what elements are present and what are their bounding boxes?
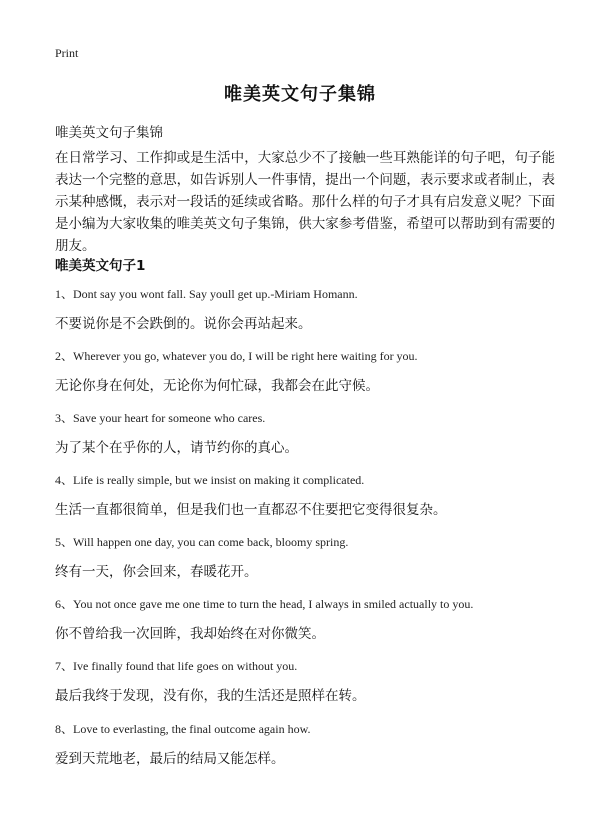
english-sentence: 6、You not once gave me one time to turn the head, I always in smiled actually to you. (55, 597, 474, 611)
section-heading: 唯美英文句子1 (55, 258, 146, 274)
print-label: Print (55, 46, 79, 60)
chinese-translation: 为了某个在乎你的人，请节约你的真心。 (55, 440, 298, 456)
list-item (55, 657, 555, 705)
chinese-translation: 不要说你是不会跌倒的。说你会再站起来。 (55, 316, 312, 332)
list-item (55, 595, 555, 643)
chinese-translation: 终有一天，你会回来，春暖花开。 (55, 564, 258, 580)
chinese-translation: 你不曾给我一次回眸，我却始终在对你微笑。 (55, 626, 325, 642)
subtitle: 唯美英文句子集锦 (55, 125, 163, 141)
english-sentence: 2、Wherever you go, whatever you do, I will be right here waiting for you. (55, 349, 418, 363)
list-item (55, 720, 555, 768)
list-item (55, 347, 555, 395)
chinese-translation: 最后我终于发现，没有你，我的生活还是照样在转。 (55, 688, 366, 704)
chinese-translation: 无论你身在何处，无论你为何忙碌，我都会在此守候。 (55, 378, 379, 394)
english-sentence: 8、Love to everlasting, the final outcome again how. (55, 722, 311, 736)
page-title: 唯美英文句子集锦 (224, 84, 376, 105)
english-sentence: 4、Life is really simple, but we insist on making it complicated. (55, 473, 365, 487)
chinese-translation: 爱到天荒地老，最后的结局又能怎样。 (55, 751, 285, 767)
intro-paragraph: 在日常学习、工作抑或是生活中，大家总少不了接触一些耳熟能详的句子吧，句子能表达一个完整的意思，如告诉别人一件事情，提出一个问题，表示要求或者制止，表示某种感慨，表示对一段话的延续或省略。那什么样的句子才具有启发意义呢？下面是小编为大家收集的唯美英文句子集锦，供大家参考借鉴，希望可以帮助到有需要的朋友。 (55, 150, 555, 254)
list-item (55, 533, 555, 581)
list-item (55, 285, 555, 333)
list-item (55, 409, 555, 457)
english-sentence: 7、Ive finally found that life goes on without you. (55, 659, 298, 673)
english-sentence: 3、Save your heart for someone who cares. (55, 411, 266, 425)
list-item (55, 471, 555, 519)
chinese-translation: 生活一直都很简单，但是我们也一直都忍不住要把它变得很复杂。 (55, 502, 447, 518)
english-sentence: 1、Dont say you wont fall. Say youll get up.-Miriam Homann. (55, 287, 358, 301)
english-sentence: 5、Will happen one day, you can come back, bloomy spring. (55, 535, 349, 549)
